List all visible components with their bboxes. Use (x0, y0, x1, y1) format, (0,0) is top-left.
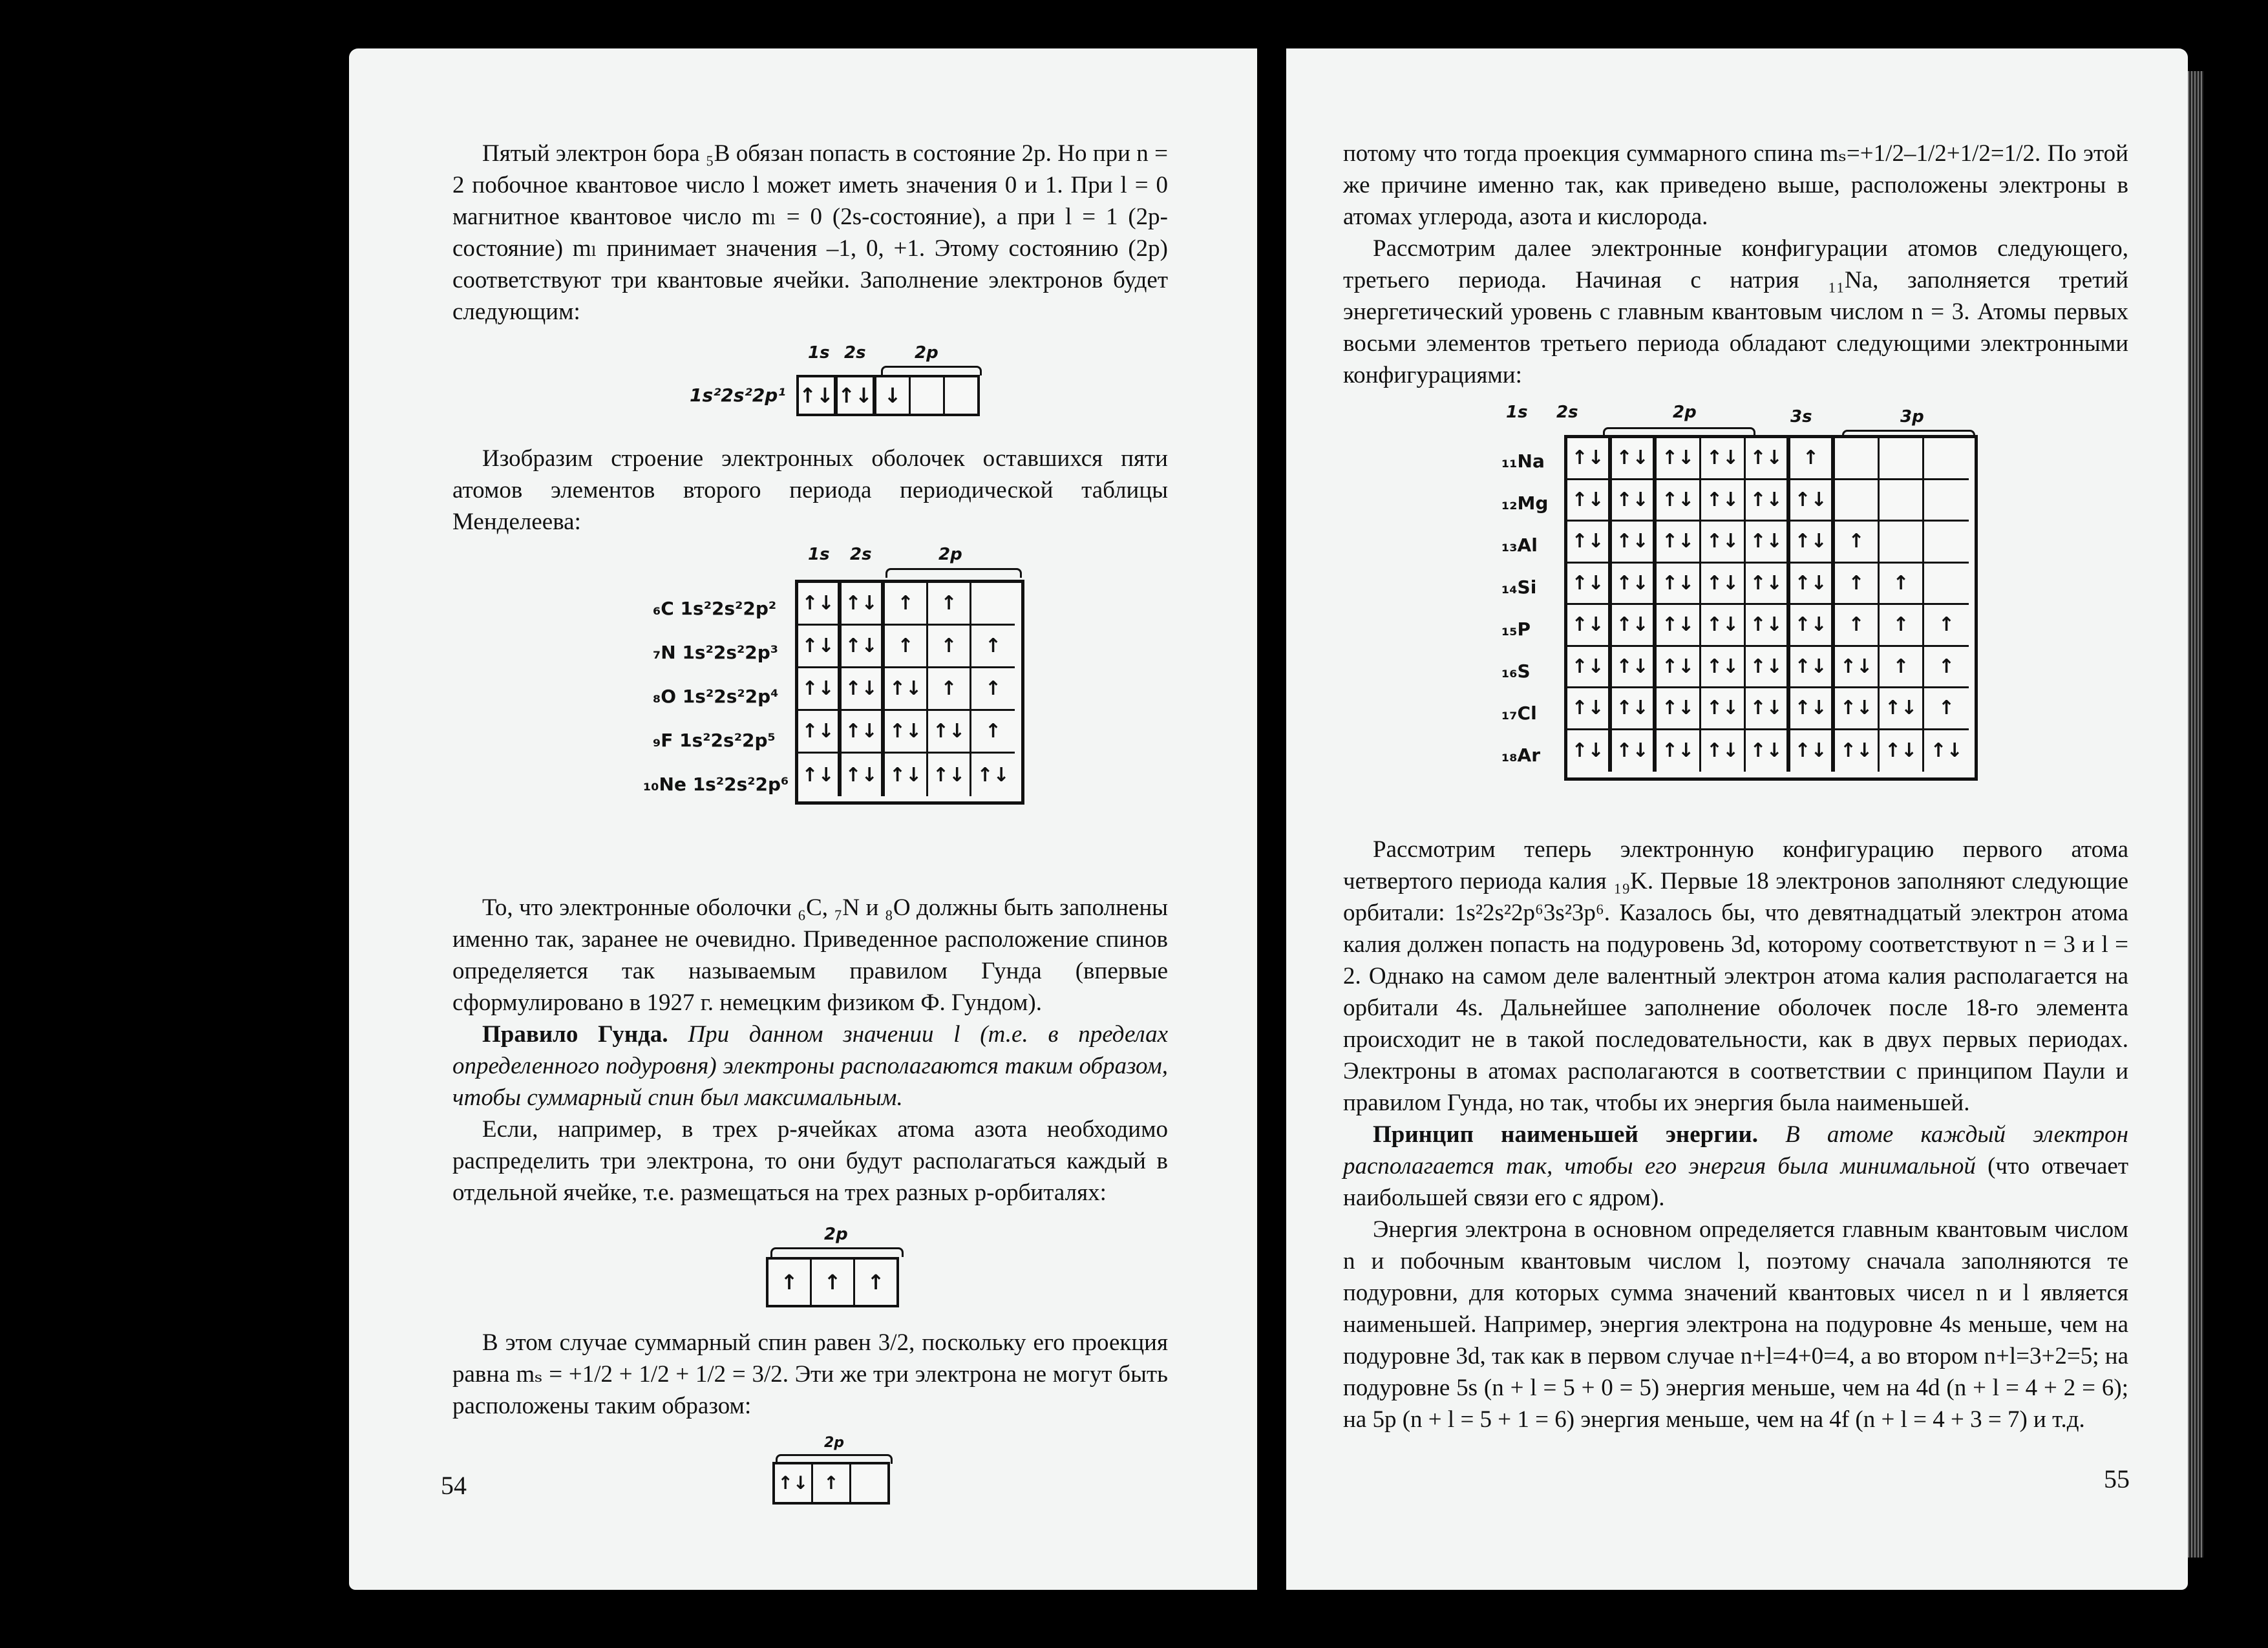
orbital-cell: ↑ (1880, 564, 1924, 606)
orbital-cell: ↑↓ (1835, 730, 1880, 772)
p2-label-F: ₉F 1s²2s²2p⁵ (653, 730, 776, 751)
orbital-cell: ↑↓ (1746, 605, 1790, 647)
orbital-cell: ↑↓ (1880, 730, 1924, 772)
orbital-cell: ↑ (1835, 605, 1880, 647)
boron-header-2p: 2p (915, 343, 938, 363)
orbital-cell: ↓ (876, 377, 911, 414)
orbital-cell: ↑ (971, 711, 1015, 754)
orbital-cell (945, 377, 977, 414)
orbital-cell: ↑↓ (1746, 480, 1790, 522)
orbital-cell: ↑↓ (1657, 647, 1701, 689)
orbital-cell: ↑ (1835, 564, 1880, 606)
orbital-cell (911, 377, 945, 414)
orbital-cell: ↑↓ (799, 377, 838, 414)
orbital-cell: ↑↓ (1612, 564, 1657, 606)
orbital-cell: ↑↓ (1746, 730, 1790, 772)
orbital-cell (851, 1464, 887, 1502)
orbital-cell: ↑↓ (1701, 730, 1746, 772)
orbital-cell: ↑↓ (1835, 688, 1880, 730)
orbital-cell: ↑↓ (1612, 522, 1657, 564)
p3-grid (1564, 435, 1978, 781)
orbital-cell: ↑↓ (1790, 480, 1835, 522)
orbital-cell: ↑↓ (1567, 522, 1612, 564)
orbital-cell: ↑ (768, 1260, 812, 1305)
orbital-cell (1924, 522, 1969, 564)
boron-formula: 1s²2s²2p¹ (690, 385, 786, 406)
orbital-cell: ↑ (885, 583, 928, 626)
orbital-cell: ↑↓ (1657, 480, 1701, 522)
orbital-cell: ↑↓ (842, 711, 885, 754)
orbital-cell: ↑↓ (842, 626, 885, 668)
p2-2p-brace (885, 568, 1022, 578)
orbital-cell: ↑↓ (1835, 647, 1880, 689)
p3-label-P: ₁₅P (1501, 618, 1531, 640)
orbital-cell: ↑ (1880, 605, 1924, 647)
p2-header-1s: 1s (808, 545, 830, 564)
orbital-cell: ↑↓ (1657, 438, 1701, 480)
orbital-cell: ↑↓ (1612, 480, 1657, 522)
orbital-cell: ↑ (1924, 647, 1969, 689)
orbital-cell: ↑↓ (1701, 438, 1746, 480)
orbital-cell: ↑↓ (1612, 605, 1657, 647)
orbital-cell: ↑↓ (1790, 564, 1835, 606)
page-number-left: 54 (441, 1471, 467, 1500)
diagram-2p-a-brace (770, 1247, 904, 1257)
orbital-cell: ↑↓ (1657, 564, 1701, 606)
p2-header-2p: 2p (938, 545, 962, 564)
left-page (349, 48, 1257, 1590)
orbital-cell: ↑ (812, 1260, 855, 1305)
orbital-cell: ↑↓ (842, 754, 885, 796)
p3-label-Cl: ₁₇Cl (1501, 703, 1537, 724)
orbital-cell (1835, 438, 1880, 480)
orbital-cell: ↑ (1835, 522, 1880, 564)
orbital-cell: ↑ (971, 626, 1015, 668)
book-page-edges (2188, 71, 2203, 1558)
orbital-cell (1924, 438, 1969, 480)
orbital-cell: ↑↓ (842, 583, 885, 626)
p3-label-Si: ₁₄Si (1501, 576, 1537, 598)
p3-header-1s: 1s (1506, 403, 1528, 422)
orbital-cell: ↑↓ (1567, 730, 1612, 772)
orbital-cell: ↑↓ (1657, 730, 1701, 772)
orbital-cell: ↑↓ (1567, 688, 1612, 730)
p3-header-2s: 2s (1556, 403, 1578, 422)
orbital-cell: ↑↓ (798, 583, 842, 626)
orbital-cell: ↑↓ (1880, 688, 1924, 730)
orbital-cell: ↑↓ (885, 711, 928, 754)
p2-grid (795, 580, 1024, 805)
orbital-cell: ↑↓ (928, 754, 971, 796)
orbital-cell: ↑↓ (1790, 730, 1835, 772)
orbital-cell: ↑↓ (1612, 688, 1657, 730)
orbital-cell: ↑ (867, 1270, 885, 1294)
p3-label-Ar: ₁₈Ar (1501, 745, 1541, 766)
orbital-cell: ↑↓ (1612, 438, 1657, 480)
orbital-cell: ↑↓ (977, 763, 1010, 787)
orbital-cell: ↑↓ (1701, 688, 1746, 730)
orbital-cell: ↑↓ (1612, 647, 1657, 689)
orbital-cell: ↑ (813, 1464, 851, 1502)
p2-label-N: ₇N 1s²2s²2p³ (653, 642, 779, 663)
p2-header-2s: 2s (850, 545, 872, 564)
orbital-cell: ↑↓ (1567, 647, 1612, 689)
orbital-cell: ↑ (928, 626, 971, 668)
boron-cells (796, 375, 980, 416)
orbital-cell: ↑↓ (1657, 522, 1701, 564)
orbital-cell: ↑↓ (1746, 688, 1790, 730)
left-para-5: В этом случае суммарный спин равен 3/2, поскольку его проекция равна mₛ = +1/2 + 1/2 + 1/2 = 3/2. Эти же три электрона не могут быть расположены таким образом: (452, 1329, 1168, 1419)
orbital-cell: ↑↓ (1567, 564, 1612, 606)
p2-label-O: ₈O 1s²2s²2p⁴ (653, 686, 779, 707)
orbital-cell: ↑↓ (1567, 438, 1612, 480)
boron-header-1s: 1s (808, 343, 830, 363)
orbital-cell: ↑↓ (798, 668, 842, 711)
orbital-cell: ↑↓ (1790, 522, 1835, 564)
orbital-cell: ↑↓ (885, 668, 928, 711)
orbital-cell: ↑↓ (1701, 647, 1746, 689)
orbital-cell: ↑ (885, 626, 928, 668)
orbital-cell: ↑↓ (885, 754, 928, 796)
orbital-cell: ↑↓ (798, 711, 842, 754)
diagram-2p-a-header: 2p (824, 1225, 848, 1244)
orbital-cell: ↑↓ (842, 668, 885, 711)
p3-label-Mg: ₁₂Mg (1501, 492, 1549, 514)
orbital-cell: ↑↓ (1701, 522, 1746, 564)
orbital-cell (1924, 480, 1969, 522)
right-para-3: Рассмотрим теперь электронную конфигурацию первого атома четвертого периода калия ₁₉K. Первые 18 электронов заполняют следующие орбитали: 1s²2s²2p⁶3s²3p⁶. Казалось бы, что девятнадцатый электрон атома калия должен попасть на подуровень 3d, которому соответствуют n = 3 и l = 2. Однако на самом деле валентный электрон атома калия располагается на орбитали 4s. Дальнейшее заполнение оболочек после 18-го элемента происходит не в такой последовательности, как в двух первых периодах. Электроны в атомах располагаются в соответствии с принципом Паули и правилом Гунда, но так, чтобы их энергия была наименьшей. Принцип наименьшей энергии. В атоме каждый электрон располагается так, чтобы его энергия была минимальной (что отвечает наибольшей связи его с ядром). Энергия электрона в основном определяется главным квантовым числом n и побочным квантовым числом l, поэтому сначала заполняются те подуровни, для которых сумма значений квантовых чисел n и l является наименьшей. Например, энергия электрона на подуровне 4s меньше, чем на подуровне 3d, так как в первом случае n+l=4+0=4, а во втором n+l=3+2=5; на подуровне 5s (n + l = 5 + 0 = 5) энергия меньше, чем на 4d (n + l = 4 + 2 = 6); на 5p (n + l = 5 + 1 = 6) энергия меньше, чем на 4f (n + l = 4 + 3 = 7) и т.д. (1343, 836, 2128, 1433)
orbital-cell (1880, 438, 1924, 480)
orbital-cell (971, 583, 1015, 626)
diagram-2p-b-header: 2p (824, 1435, 845, 1451)
orbital-cell: ↑ (1924, 605, 1969, 647)
orbital-cell: ↑↓ (1612, 730, 1657, 772)
left-para-2: Изобразим строение электронных оболочек оставшихся пяти атомов элементов второго периода периодической таблицы Менделеева: (452, 445, 1168, 535)
orbital-cell: ↑ (928, 583, 971, 626)
orbital-cell: ↑ (1790, 438, 1835, 480)
orbital-cell: ↑↓ (1790, 647, 1835, 689)
orbital-cell: ↑↓ (1790, 605, 1835, 647)
orbital-cell: ↑↓ (775, 1464, 813, 1502)
page-number-right: 55 (2104, 1464, 2130, 1494)
p3-label-Na: ₁₁Na (1501, 450, 1545, 472)
orbital-cell: ↑↓ (1746, 647, 1790, 689)
p3-header-2p: 2p (1673, 403, 1697, 422)
left-para-1: Пятый электрон бора ₅B обязан попасть в состояние 2p. Но при n = 2 побочное квантовое число l может иметь значения 0 и 1. При l = 0 магнитное квантовое число mₗ = 0 (2s-состояние), а при l = 1 (2p-состояние) mₗ принимает значения –1, 0, +1. Этому состоянию (2p) соответствуют три квантовые ячейки. Заполнение электронов будет следующим: (452, 140, 1168, 325)
orbital-cell (1835, 480, 1880, 522)
orbital-cell: ↑↓ (928, 711, 971, 754)
right-page (1286, 48, 2188, 1590)
orbital-cell: ↑↓ (1701, 564, 1746, 606)
p3-header-3p: 3p (1900, 407, 1924, 427)
orbital-cell: ↑↓ (1701, 605, 1746, 647)
boron-header-2s: 2s (844, 343, 866, 363)
orbital-cell: ↑↓ (838, 377, 876, 414)
orbital-cell (1880, 522, 1924, 564)
orbital-cell: ↑↓ (1746, 564, 1790, 606)
left-para-3: То, что электронные оболочки ₆C, ₇N и ₈O должны быть заполнены именно так, заранее не очевидно. Приведенное расположение спинов определяется так называемым правилом Гунда (впервые сформулировано в 1927 г. немецким физиком Ф. Гундом). Правило Гунда. При данном значении l (т.е. в пределах определенного подуровня) электроны располагаются таким образом, чтобы суммарный спин был максимальным. Если, например, в трех p-ячейках атома азота необходимо распределить три электрона, то они будут располагаться каждый в отдельной ячейке, т.е. размещаться на трех разных p-орбиталях: (452, 894, 1168, 1206)
orbital-cell: ↑↓ (1746, 438, 1790, 480)
orbital-cell: ↑ (928, 668, 971, 711)
diagram-2p-a-cells (766, 1257, 899, 1307)
orbital-cell: ↑↓ (1657, 688, 1701, 730)
p2-label-Ne: ₁₀Ne 1s²2s²2p⁶ (643, 774, 789, 795)
orbital-cell (1924, 564, 1969, 606)
orbital-cell: ↑ (1880, 647, 1924, 689)
orbital-cell: ↑ (971, 668, 1015, 711)
hund-rule: Правило Гунда. При данном значении l (т.е. в пределах определенного подуровня) электроны располагаются таким образом, чтобы суммарный спин был максимальным. (452, 1021, 1168, 1111)
p3-header-3s: 3s (1790, 407, 1812, 427)
orbital-cell: ↑↓ (798, 754, 842, 796)
orbital-cell (1880, 480, 1924, 522)
right-para-1: потому что тогда проекция суммарного спина mₛ=+1/2–1/2+1/2=1/2. По этой же причине именно так, как приведено выше, расположены электроны в атомах углерода, азота и кислорода. Рассмотрим далее электронные конфигурации атомов следующего, третьего периода. Начиная с натрия ₁₁Na, заполняется третий энергетический уровень с главным квантовым числом n = 3. Атомы первых восьми элементов третьего периода обладают следующими электронными конфигурациями: (1343, 140, 2128, 388)
orbital-cell: ↑ (1924, 688, 1969, 730)
orbital-cell: ↑↓ (798, 626, 842, 668)
orbital-cell: ↑↓ (1930, 739, 1963, 763)
orbital-cell: ↑↓ (1567, 605, 1612, 647)
orbital-cell: ↑↓ (1567, 480, 1612, 522)
min-energy-principle: Принцип наименьшей энергии. В атоме каждый электрон располагается так, чтобы его энергия была минимальной (что отвечает наибольшей связи его с ядром). (1343, 1121, 2128, 1211)
p3-label-Al: ₁₃Al (1501, 534, 1538, 556)
orbital-cell: ↑↓ (1790, 688, 1835, 730)
orbital-cell: ↑↓ (1657, 605, 1701, 647)
orbital-cell: ↑↓ (1701, 480, 1746, 522)
boron-2p-brace (881, 366, 982, 375)
p2-label-C: ₆C 1s²2s²2p² (653, 598, 777, 619)
orbital-cell: ↑↓ (1746, 522, 1790, 564)
p3-label-S: ₁₆S (1501, 660, 1531, 682)
diagram-2p-b-cells (772, 1462, 890, 1505)
